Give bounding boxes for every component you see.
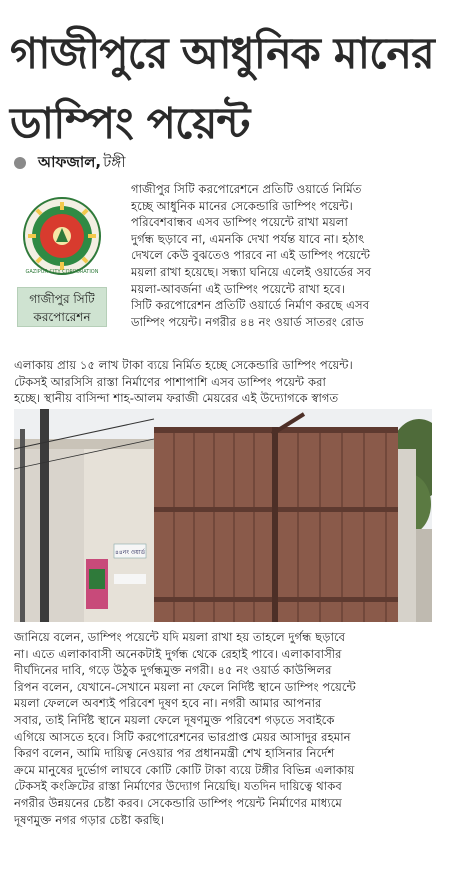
logo-caption-line-1: গাজীপুর সিটি [29, 292, 95, 306]
byline-author: আফজাল, [38, 152, 102, 171]
wide-line: হচ্ছে। স্থানীয় বাসিন্দা শাহ-আলম ফরাজী মেয়রের এই উদ্যোগকে স্বাগত [14, 391, 339, 406]
column-line: ময়লা-আবর্জনা এই ডাম্পিং পয়েন্টে রাখা হবে। [131, 281, 345, 296]
article-paragraph-bottom [14, 629, 442, 828]
logo-caption-line-2: করপোরেশন [33, 310, 91, 324]
bottom-line: রিপন বলেন, যেখানে-সেখানে ময়লা না ফেলে নির্দিষ্ট স্থানে ডাম্পিং পয়েন্টে [14, 679, 356, 694]
wide-line: এলাকায় প্রায় ১৫ লাখ টাকা ব্যয়ে নির্মিত হচ্ছে সেকেন্ডারি ডাম্পিং পয়েন্ট। [14, 358, 353, 372]
headline-line-1: গাজীপুরে আধুনিক মানের [10, 29, 434, 79]
column-line: গাজীপুর সিটি করপোরেশনে প্রতিটি ওয়ার্ডে নির্মিত [131, 182, 362, 196]
column-line: সিটি করপোরেশন প্রতিটি ওয়ার্ডে নির্মাণ করছে এসব [131, 298, 370, 313]
article-paragraph-column [131, 181, 443, 330]
column-line: ডাম্পিং পয়েন্ট। নগরীর ৪৪ নং ওয়ার্ড সাতরং রোড [131, 314, 364, 329]
bottom-line: এগিয়ে আসতে হবে। সিটি করপোরেশনের ভারপ্রাপ্ত মেয়র আসাদুর রহমান [14, 729, 351, 744]
column-line: দেখলে কেউ বুঝতেও পারবে না এই ডাম্পিং পয়েন্টে [131, 248, 371, 263]
bottom-line: সবার, তাই নির্দিষ্ট স্থানে ময়লা ফেলে দূষণমুক্ত পরিবেশ গড়তে সবাইকে [14, 712, 335, 727]
bottom-line: দূষণমুক্ত নগর গড়ার চেষ্টা করছি। [14, 812, 164, 827]
logo-caption [17, 287, 107, 327]
photo-pole [40, 409, 49, 622]
bottom-line: দীর্ঘদিনের দাবি, গড়ে উঠুক দুর্গন্ধমুক্ত নগরী। ৪৫ নং ওয়ার্ড কাউন্সিলর [14, 663, 332, 678]
emblem-text: GAZIPUR CITY CORPORATION [25, 269, 99, 275]
bullet-dot-icon [14, 157, 26, 169]
column-line: হচ্ছে আধুনিক মানের সেকেন্ডারি ডাম্পিং পয়েন্ট। [131, 198, 353, 213]
bottom-line: না। এতে এলাকাবাসী অনেকটাই দুর্গন্ধ থেকে রেহাই পাবে। এলাকাবাসীর [14, 646, 342, 661]
bottom-line: কিরণ বলেন, আমি দায়িত্ব নেওয়ার পর প্রধানমন্ত্রী শেখ হাসিনার নির্দেশ [14, 746, 335, 761]
bottom-line: ক্রমে মানুষের দুর্ভোগ লাঘবে কোটি কোটি টাকা ব্যয়ে টঙ্গীর বিভিন্ন এলাকায় [14, 762, 355, 777]
bottom-line: টেকসই কংক্রিটের রাস্তা নির্মাণের উদ্যোগ নিয়েছি। যতদিন দায়িত্বে থাকব [14, 779, 342, 794]
byline [14, 152, 126, 174]
bottom-line: ময়লা ফেললে অবশ্যই পরিবেশ দূষণ হবে না। নগরী আমার আপনার [14, 696, 322, 711]
byline-place: টঙ্গী [103, 152, 126, 171]
dumping-point-photo [14, 409, 432, 622]
bottom-line: নগরীর উন্নয়নের চেষ্টা করব। সেকেন্ডারি ডাম্পিং পয়েন্ট নির্মাণের মাধ্যমে [14, 795, 342, 810]
bottom-line: জানিয়ে বলেন, ডাম্পিং পয়েন্টে যদি ময়লা রাখা হয় তাহলে দুর্গন্ধ ছড়াবে [14, 630, 346, 644]
headline-line-2: ডাম্পিং পয়েন্ট [10, 99, 250, 149]
wall-sign-text: ৪৪নং ওয়ার্ড [115, 549, 145, 556]
column-line: পরিবেশবান্ধব এসব ডাম্পিং পয়েন্টে রাখা ময়লা [131, 215, 348, 230]
city-corporation-emblem [22, 196, 102, 276]
wide-line: টেকসই আরসিসি রাস্তা নির্মাণের পাশাপাশি এসব ডাম্পিং পয়েন্ট করা [14, 374, 326, 389]
article-paragraph-wide [14, 357, 442, 407]
column-line: দুর্গন্ধ ছড়াবে না, এমনকি দেখা পর্যন্ত যাবে না। হঠাৎ [131, 231, 365, 246]
city-corporation-logo-box [17, 196, 107, 327]
column-line: ময়লা রাখা হয়েছে। সন্ধ্যা ঘনিয়ে এলেই ওয়ার্ডের সব [131, 264, 372, 279]
